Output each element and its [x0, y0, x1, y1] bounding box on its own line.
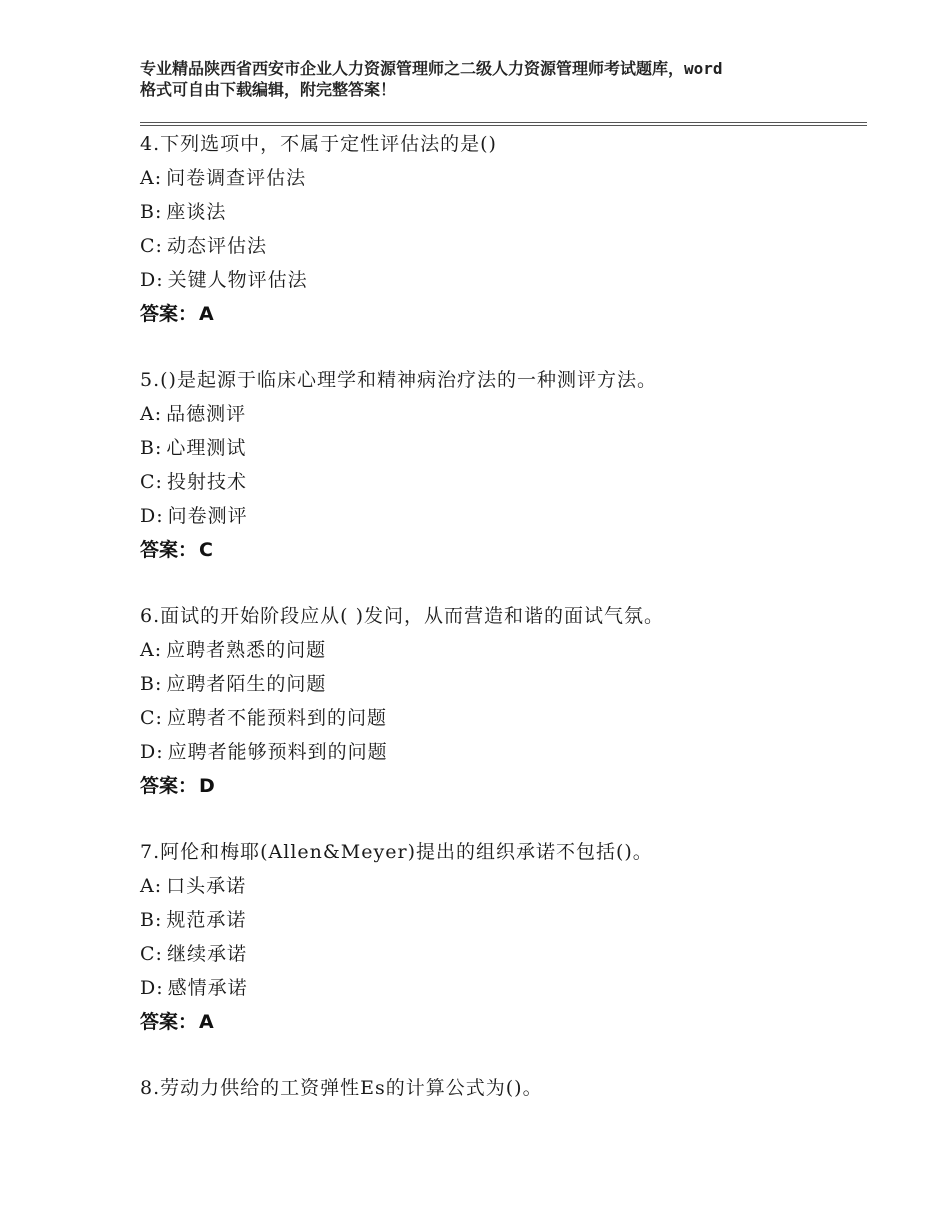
header-line-1: 专业精品陕西省西安市企业人力资源管理师之二级人力资源管理师考试题库，word	[140, 59, 723, 78]
question-text: 7.阿伦和梅耶(Allen&Meyer)提出的组织承诺不包括()。	[140, 841, 653, 863]
option-key: A:	[140, 639, 163, 661]
document-header	[140, 58, 840, 100]
option-text: 动态评估法	[166, 235, 267, 257]
option-key: D:	[140, 505, 164, 527]
option-text: 投射技术	[166, 471, 247, 493]
option-text: 关键人物评估法	[167, 269, 308, 291]
option-key: A:	[140, 875, 163, 897]
option-row	[140, 465, 867, 499]
option-row	[140, 633, 867, 667]
option-row	[140, 499, 867, 533]
option-text: 规范承诺	[166, 909, 247, 931]
option-row	[140, 667, 867, 701]
option-key: C:	[140, 235, 163, 257]
option-text: 座谈法	[166, 201, 227, 223]
option-row	[140, 263, 867, 297]
answer-value: A	[199, 303, 214, 325]
option-text: 口头承诺	[166, 875, 247, 897]
option-text: 应聘者能够预料到的问题	[167, 741, 388, 763]
option-text: 感情承诺	[167, 977, 248, 999]
question-text: 6.面试的开始阶段应从( )发问，从而营造和谐的面试气氛。	[140, 605, 664, 627]
option-key: D:	[140, 269, 164, 291]
option-row	[140, 431, 867, 465]
question-text: 8.劳动力供给的工资弹性Es的计算公式为()。	[140, 1077, 543, 1099]
question-block	[140, 835, 867, 1039]
option-key: D:	[140, 977, 164, 999]
answer-line	[140, 769, 867, 803]
answer-value: D	[199, 775, 215, 797]
option-text: 应聘者熟悉的问题	[166, 639, 327, 661]
option-row	[140, 397, 867, 431]
question-text: 5.()是起源于临床心理学和精神病治疗法的一种测评方法。	[140, 369, 657, 391]
option-text: 问卷调查评估法	[166, 167, 307, 189]
option-key: A:	[140, 167, 163, 189]
option-key: A:	[140, 403, 163, 425]
option-row	[140, 937, 867, 971]
option-key: C:	[140, 707, 163, 729]
question-text: 4.下列选项中，不属于定性评估法的是()	[140, 133, 497, 155]
option-key: B:	[140, 909, 163, 931]
option-text: 应聘者陌生的问题	[166, 673, 327, 695]
option-key: B:	[140, 437, 163, 459]
answer-label: 答案：	[140, 303, 198, 325]
option-text: 心理测试	[166, 437, 247, 459]
option-row	[140, 971, 867, 1005]
option-key: B:	[140, 673, 163, 695]
answer-line	[140, 1005, 867, 1039]
option-row	[140, 903, 867, 937]
answer-label: 答案：	[140, 775, 198, 797]
option-text: 应聘者不能预料到的问题	[166, 707, 387, 729]
header-divider-bottom	[140, 125, 867, 126]
option-text: 品德测评	[166, 403, 247, 425]
option-key: D:	[140, 741, 164, 763]
option-row	[140, 161, 867, 195]
option-key: C:	[140, 471, 163, 493]
answer-value: C	[199, 539, 213, 561]
question-block	[140, 363, 867, 567]
option-text: 问卷测评	[167, 505, 248, 527]
answer-label: 答案：	[140, 1011, 198, 1033]
header-line-2: 格式可自由下载编辑，附完整答案！	[140, 80, 397, 99]
question-list	[140, 127, 867, 1137]
question-block	[140, 1071, 867, 1105]
option-row	[140, 195, 867, 229]
question-block	[140, 599, 867, 803]
option-row	[140, 701, 867, 735]
answer-line	[140, 533, 867, 567]
answer-value: A	[199, 1011, 214, 1033]
option-row	[140, 869, 867, 903]
header-divider-top	[140, 122, 867, 123]
answer-line	[140, 297, 867, 331]
option-key: C:	[140, 943, 163, 965]
answer-label: 答案：	[140, 539, 198, 561]
option-key: B:	[140, 201, 163, 223]
option-row	[140, 229, 867, 263]
option-row	[140, 735, 867, 769]
question-block	[140, 127, 867, 331]
option-text: 继续承诺	[166, 943, 247, 965]
